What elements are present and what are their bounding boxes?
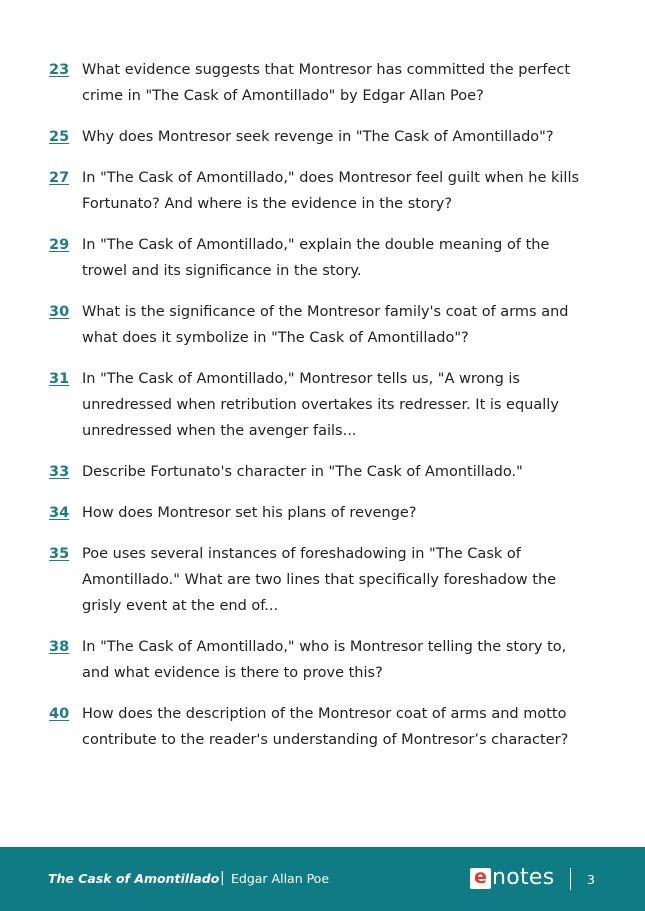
question-number-link[interactable]: 34 bbox=[49, 505, 70, 521]
footer-author: Edgar Allan Poe bbox=[231, 871, 330, 886]
enotes-logo-word: notes bbox=[492, 865, 555, 890]
footer-book-title: The Cask of Amontillado bbox=[48, 871, 220, 886]
question-text: In "The Cask of Amontillado," explain the double meaning of the trowel and its significance in the story. bbox=[82, 237, 550, 279]
enotes-logo-e-icon: e bbox=[470, 868, 491, 889]
question-item bbox=[0, 541, 645, 619]
page-number: 3 bbox=[587, 872, 595, 887]
footer-separator: | bbox=[220, 870, 225, 886]
question-number-link[interactable]: 25 bbox=[49, 129, 70, 145]
question-text: In "The Cask of Amontillado," who is Montresor telling the story to, and what evidence is there to prove this? bbox=[82, 639, 567, 681]
question-text: What evidence suggests that Montresor has committed the perfect crime in "The Cask of Amontillado" by Edgar Allan Poe? bbox=[82, 62, 571, 104]
question-item bbox=[0, 299, 645, 351]
question-number-link[interactable]: 38 bbox=[49, 639, 70, 655]
question-item bbox=[0, 634, 645, 686]
question-number-link[interactable]: 23 bbox=[49, 62, 70, 78]
question-number-link[interactable]: 35 bbox=[49, 546, 70, 562]
question-text: Why does Montresor seek revenge in "The Cask of Amontillado"? bbox=[82, 129, 554, 145]
footer-divider bbox=[570, 868, 571, 890]
question-item bbox=[0, 232, 645, 284]
question-item bbox=[0, 701, 645, 753]
question-item bbox=[0, 366, 645, 444]
question-item bbox=[0, 459, 645, 485]
question-item bbox=[0, 165, 645, 217]
question-number-link[interactable]: 40 bbox=[49, 706, 70, 722]
question-number-link[interactable]: 30 bbox=[49, 304, 70, 320]
question-text: How does Montresor set his plans of revenge? bbox=[82, 505, 417, 521]
question-item bbox=[0, 124, 645, 150]
question-number-link[interactable]: 29 bbox=[49, 237, 70, 253]
question-number-link[interactable]: 33 bbox=[49, 464, 70, 480]
question-item bbox=[0, 57, 645, 109]
question-number-link[interactable]: 31 bbox=[49, 371, 70, 387]
question-text: In "The Cask of Amontillado," Montresor tells us, "A wrong is unredressed when retribution overtakes its redresser. It is equally unredressed when the avenger fails... bbox=[82, 371, 559, 439]
question-text: In "The Cask of Amontillado," does Montresor feel guilt when he kills Fortunato? And where is the evidence in the story? bbox=[82, 170, 580, 212]
question-number-link[interactable]: 27 bbox=[49, 170, 70, 186]
question-text: Poe uses several instances of foreshadowing in "The Cask of Amontillado." What are two lines that specifically foreshadow the grisly event at the end of... bbox=[82, 546, 557, 614]
question-list bbox=[0, 57, 645, 768]
question-text: How does the description of the Montresor coat of arms and motto contribute to the reader's understanding of Montresor’s character? bbox=[82, 706, 569, 748]
page-footer bbox=[0, 847, 645, 911]
question-text: Describe Fortunato's character in "The Cask of Amontillado." bbox=[82, 464, 523, 480]
question-text: What is the significance of the Montresor family's coat of arms and what does it symbolize in "The Cask of Amontillado"? bbox=[82, 304, 569, 346]
question-item bbox=[0, 500, 645, 526]
